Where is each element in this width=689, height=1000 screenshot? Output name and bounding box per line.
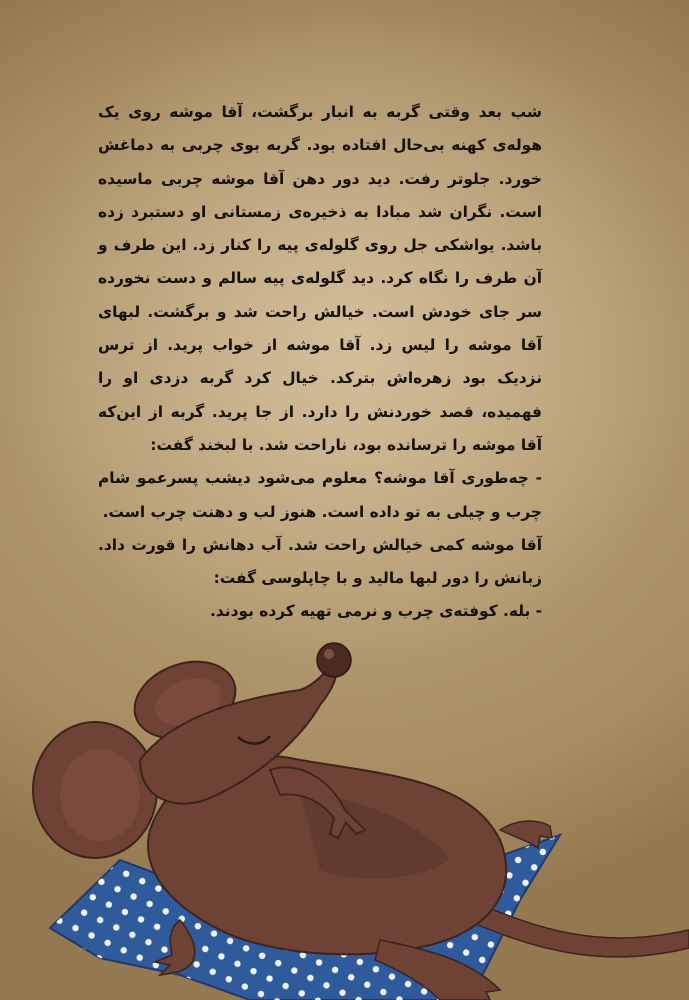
- paragraph-narration-2: آقا موشه کمی خیالش راحت شد. آب دهانش را قورت داد. زبانش را دور لبها مالید و با چاپلوسی گفت:: [98, 535, 542, 588]
- mouse-nose: [317, 643, 351, 677]
- story-text: [98, 96, 542, 629]
- paragraph-cat-speech: - چه‌طوری آقا موشه؟ معلوم می‌شود دیشب پسرعمو شام چرب و چیلی به تو داده است. هنوز لب و دهنت چرب است.: [98, 469, 542, 521]
- paragraph-narration-1: شب بعد وقتی گربه به انبار برگشت، آقا موشه روی یک هوله‌ی کهنه بی‌حال افتاده بود. گربه بوی چربی به دماغش خورد. جلوتر رفت. دید دور دهن آقا موشه چربی ماسیده است. نگران شد مبادا به ذخیره‌ی زمستانی او دستبرد زده باشد. یواشکی جل روی گلوله‌ی پیه را کنار زد. این طرف و آن طرف را نگاه کرد. دید گلوله‌ی پیه سالم و دست نخورده سر جای خودش است. خیالش راحت شد و برگشت. لبهای آقا موشه را لیس زد. آقا موشه از خواب پرید. از ترس نزدیک بود زهره‌اش بترکد. خیال کرد گربه دزدی او را فهمیده، قصد خوردنش را دارد. از جا پرید. گربه از این‌که آقا موشه را ترسانده بود، ناراحت شد. با لبخند گفت:: [98, 103, 542, 454]
- mouse-illustration: [0, 620, 689, 1000]
- paragraph-mouse-reply: - بله. کوفته‌ی چرب و نرمی تهیه کرده بودند.: [210, 602, 542, 621]
